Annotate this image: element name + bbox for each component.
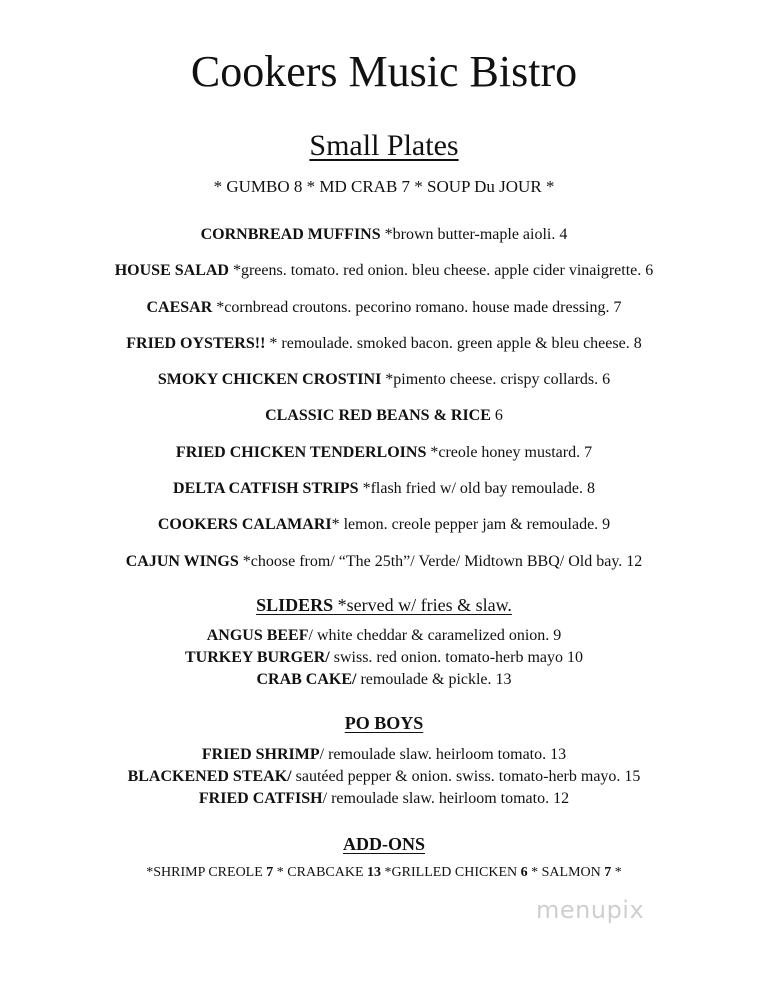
item-name: CORNBREAD MUFFINS [200, 226, 381, 243]
item-name: ANGUS BEEF [206, 627, 309, 644]
item-name: CRAB CAKE/ [256, 671, 357, 688]
add-on-price: 13 [367, 865, 382, 880]
item-name: FRIED SHRIMP [201, 746, 320, 763]
sliders-note: *served w/ fries & slaw. [333, 595, 512, 615]
small-plates-heading: Small Plates [309, 129, 459, 162]
menu-item [0, 333, 768, 369]
item-name: BLACKENED STEAK/ [127, 768, 292, 785]
menupix-watermark: menupix [536, 896, 645, 924]
item-name: TURKEY BURGER/ [184, 649, 330, 666]
menu-item [0, 625, 768, 647]
item-name: CAJUN WINGS [125, 552, 239, 570]
menu-item [0, 224, 768, 260]
item-description: *greens. tomato. red onion. bleu cheese. apple cider vinaigrette. 6 [228, 262, 654, 280]
item-description: / remoulade slaw. heirloom tomato. 12 [322, 790, 570, 807]
item-name: CLASSIC RED BEANS & RICE [265, 407, 491, 425]
menu-item [0, 766, 768, 788]
item-description: *flash fried w/ old bay remoulade. 8 [358, 480, 595, 498]
item-description: 6 [490, 407, 503, 425]
item-description: *pimento cheese. crispy collards. 6 [381, 371, 611, 389]
add-ons-list [0, 862, 768, 884]
item-name: SMOKY CHICKEN CROSTINI [157, 371, 382, 389]
add-on-price: 6 [520, 865, 528, 880]
sliders-list [0, 625, 768, 691]
sliders-heading: SLIDERS [256, 595, 334, 615]
menu-item [0, 405, 768, 441]
add-on-name: * CRABCAKE [273, 865, 368, 880]
item-description: *creole honey mustard. 7 [426, 443, 593, 461]
item-description: *choose from/ “The 25th”/ Verde/ Midtown BBQ/ Old bay. 12 [238, 552, 643, 570]
add-on-name: * SALMON [527, 865, 605, 880]
add-on-name: *SHRIMP CREOLE [146, 865, 267, 880]
item-name: HOUSE SALAD [114, 262, 229, 280]
item-description: *brown butter-maple aioli. 4 [380, 226, 568, 243]
item-description: sautéed pepper & onion. swiss. tomato-herb mayo. 15 [291, 768, 641, 785]
sliders-heading-row [0, 593, 768, 617]
item-description: * lemon. creole pepper jam & remoulade. 9 [331, 516, 611, 534]
item-description: *cornbread croutons. pecorino romano. house made dressing. 7 [212, 298, 622, 316]
menu-item [0, 788, 768, 810]
menu-item [0, 514, 768, 550]
item-name: CAESAR [146, 298, 213, 316]
small-plates-list [0, 224, 768, 587]
po-boys-list [0, 744, 768, 810]
item-name: COOKERS CALAMARI [157, 516, 332, 534]
item-name: FRIED CATFISH [198, 790, 323, 807]
menu-item [0, 369, 768, 405]
menu-item [0, 297, 768, 333]
menu-item [0, 478, 768, 514]
daily-specials: * GUMBO 8 * MD CRAB 7 * SOUP Du JOUR * [213, 177, 555, 196]
menu-item [0, 744, 768, 766]
menu-item [0, 669, 768, 691]
add-ons-trailing: * [611, 865, 622, 880]
add-on-name: *GRILLED CHICKEN [381, 865, 521, 880]
menu-item [0, 442, 768, 478]
po-boys-heading: PO BOYS [344, 713, 424, 733]
add-ons-heading-row [0, 832, 768, 856]
item-description: swiss. red onion. tomato-herb mayo 10 [329, 649, 584, 666]
add-on-price: 7 [266, 865, 274, 880]
item-name: FRIED CHICKEN TENDERLOINS [175, 443, 427, 461]
item-description: * remoulade. smoked bacon. green apple & bleu cheese. 8 [265, 334, 642, 352]
item-name: FRIED OYSTERS!! [126, 334, 266, 352]
item-description: remoulade & pickle. 13 [356, 671, 512, 688]
add-ons-heading: ADD-ONS [342, 834, 425, 854]
menu-item [0, 551, 768, 587]
menu-item [0, 647, 768, 669]
menu-item [0, 260, 768, 296]
item-description: / white cheddar & caramelized onion. 9 [308, 627, 562, 644]
po-boys-heading-row [0, 711, 768, 735]
item-description: / remoulade slaw. heirloom tomato. 13 [319, 746, 567, 763]
add-on-price: 7 [604, 865, 612, 880]
item-name: DELTA CATFISH STRIPS [173, 480, 359, 498]
restaurant-title: Cookers Music Bistro [190, 47, 578, 96]
